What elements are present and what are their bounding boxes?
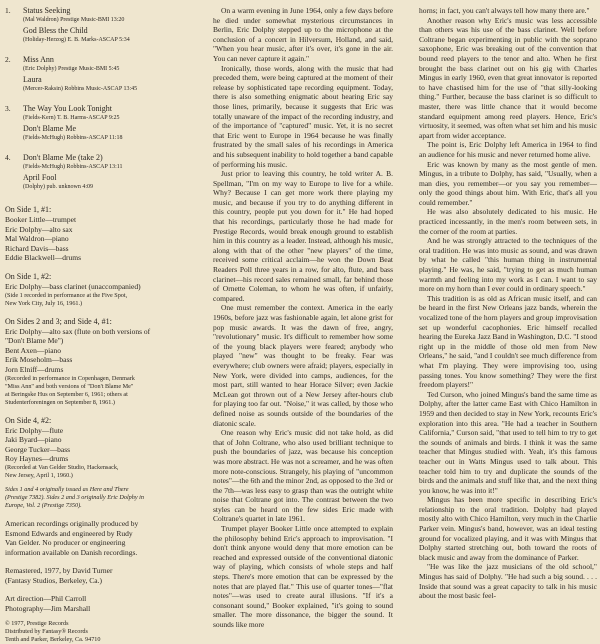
personnel-side-1-2 — [5, 272, 185, 308]
side-1-block — [5, 6, 185, 44]
personnel-heading: On Side 4, #2: — [5, 415, 52, 425]
personnel-line: Jorn Elniff—drums — [5, 364, 64, 374]
track-title: April Fool — [23, 173, 57, 182]
track-list-column — [5, 6, 185, 644]
art-credits: Art direction—Phil Carroll Photography—Jim Marshall — [5, 594, 91, 614]
paragraph: He was also absolutely dedicated to his music. He practiced incessantly, in the men's room between sets, in the corner of the room at parties. — [419, 207, 597, 236]
track-credit: (Holiday-Herzog) E. B. Marks-ASCAP 5:34 — [23, 37, 130, 43]
personnel-heading: On Side 1, #1: — [5, 205, 52, 214]
track-item — [5, 104, 185, 114]
side-number: 1. — [5, 6, 11, 15]
liner-notes-column-2 — [419, 6, 597, 601]
track-title: Status Seeking — [23, 6, 71, 15]
personnel-line: Eric Dolphy—alto sax — [5, 224, 73, 234]
paragraph: Ted Curson, who joined Mingus's band the same time as Dolphy, after the latter came East with Chico Hamilton in 1959 and then decided to stay in New York, recounts Eric's exploration into this area. "He had a teacher in Southern California," Curson said, "that used to tell him to try to get the sounds of animals and birds. I think it was the same teacher that Mingus studied with. Yeah, it's this famous teacher out in Watts Mingus used to talk about. This teacher told him to try and duplicate the sounds of the birds and the animals and stuff like that, and the next thing you know, he was into it!" — [419, 389, 597, 495]
track-item — [5, 75, 185, 85]
personnel-line: Eddie Blackwell—drums — [5, 253, 82, 263]
reissue-note: Sides 1 and 4 originally issued as Here and There (Prestige 7382). Sides 2 and 3 originally Eric Dolphy in Europe, Vol. 2 (Prestige 7350). — [5, 485, 144, 509]
track-item — [5, 55, 185, 65]
side-3-block — [5, 104, 185, 142]
track-title: Miss Ann — [23, 55, 54, 64]
track-title: The Way You Look Tonight — [23, 104, 112, 113]
paragraph: On a warm evening in June 1964, only a few days before he died under somewhat mysterious circumstances in Berlin, Eric Dolphy stepped up to the microphone at the conclusion of a concert in Hilversum, Holland, and said, "When you hear music, after it's over, it's gone in the air. You can never capture it again." — [213, 6, 393, 63]
personnel-line: Booker Little—trumpet — [5, 215, 77, 224]
track-credit: (Mal Waldron) Prestige Music-BMI 13:20 — [23, 17, 125, 23]
paragraph: "He was like the jazz musicians of the old school," Mingus has said of Dolphy. "He had such a big sound. . . . Inside that sound was a great capacity to talk in his music about the most basic feel- — [419, 562, 597, 601]
personnel-heading: On Side 1, #2: — [5, 271, 52, 281]
paragraph: One must remember the context. America in the early 1960s, before jazz was fashionable again, let alone grist for pop music awards. It was the dawn of free, angry, "revolutionary" music. It's difficult to remember how some of the young black players were feared; anybody who played "new" was thought to be freaky. Fear was everywhere; club owners were afraid; players, especially in New York, were divided into camps, audiences, for the most part, still wanted to hear Horace Silver; even Jackie McLean got thrown out of a New Jersey after-hours club for playing too far out. "Noise," it was called, by those who defined noise as sounds outside of the boundaries of the diatonic scale. — [213, 303, 393, 428]
track-title: Laura — [23, 75, 42, 84]
personnel-line: Roy Haynes—drums — [5, 454, 69, 464]
personnel-line: "Don't Blame Me") — [5, 336, 64, 346]
side-number: 2. — [5, 55, 11, 64]
side-2-block — [5, 55, 185, 93]
paragraph: Mingus has been more specific in describing Eric's relationship to the oral tradition. Dolphy had played mostly alto with Chico Hamilton, very much in the Charlie Parker vein. Mingus's band, however, was an ideal testing ground for vocalized playing, and it was with Mingus that Dolphy started stretching out, both toward the roots of black music and away from the dominance of Parker. — [419, 495, 597, 562]
copyright: © 1977, Prestige Records Distributed by Fantasy® Records Tenth and Parker, Berkeley, Ca. 94710 — [5, 619, 101, 643]
recording-note: at Beringske Hus on September 6, 1961; others at — [5, 390, 128, 398]
personnel-line: Richard Davis—bass — [5, 243, 69, 253]
personnel-sides-2-3-4 — [5, 317, 185, 407]
personnel-side-4-2 — [5, 416, 185, 480]
side-number: 4. — [5, 153, 11, 162]
paragraph: Trumpet player Booker Little once attempted to explain the philosophy behind Eric's approach to improvisation. "I don't think anyone would deny that more emotion can be reached and expressed outside of the conventional diatonic way of playing, which consists of whole steps and half steps. There's more emotion that can be expressed by the notes that are played flat." This use of quarter tones—"flat notes"—was used to create aural illusions. "If it's a consonant sound," Booker explained, "it's going to sound smaller. The more dissonance, the bigger the sound. It sounds like more — [213, 524, 393, 629]
personnel-line: Eric Dolphy—flute — [5, 425, 64, 435]
track-credit: (Dolphy) pub. unknown 4:09 — [23, 184, 93, 190]
personnel-line: Eric Dolphy—bass clarinet (unaccompanied) — [5, 281, 141, 291]
personnel-heading: On Sides 2 and 3; and Side 4, #1: — [5, 316, 112, 326]
personnel-line: George Tucker—bass — [5, 444, 71, 454]
track-credit: (Eric Dolphy) Prestige Music-BMI 5:45 — [23, 66, 120, 72]
recording-note: (Side 1 recorded in performance at the Five Spot, — [5, 291, 128, 299]
track-title: Don't Blame Me — [23, 124, 76, 133]
paragraph: Ironically, those words, along with the music that had preceded them, were being captured at the moment of their release by sophisticated tape recording equipment. Today, there is also something enigmatic about hearing Eric say those lines, primarily, because it suggests that Eric was totally unaware of the impact of the recording industry, and of the importance of "captured" music. Yet, it is no secret that Eric went to Europe in 1964 because he was finally frustrated by the small sales of his recordings in America and his subsequent inability to hold together a band capable of performing his music. — [213, 63, 393, 169]
paragraph: Another reason why Eric's music was less accessible than others was his use of the bass clarinet. Well before Coltrane began experimenting in public with the soprano saxophone, Eric was breaking out of the convention that bound reed players to the tenor and alto. When he first brought the bass clarinet out on his gig with Charles Mingus in early 1960, even that great innovator is reported to have chastised him for the use of "that silly-looking thing." Further, because the bass clarinet is so difficult to master, there was little chance that it would become standard equipment among reed players. Hence, Eric's virtuosity, it seemed, was often what set him and his music apart from wider acceptance. — [419, 15, 597, 140]
track-item — [5, 26, 185, 36]
recording-note: New Jersey, April 1, 1960.) — [5, 471, 73, 479]
paragraph: Eric was known by many as the most gentle of men. Mingus, in a tribute to Dolphy, has said, "Usually, when a man dies, you remember—or you say you remember—only the good things about him. With Eric, that's all you could remember." — [419, 159, 597, 207]
paragraph: horns; in fact, you can't always tell how many there are." — [419, 6, 590, 15]
track-item — [5, 173, 185, 183]
track-title: Don't Blame Me (take 2) — [23, 153, 103, 162]
recording-note: (Recorded at Van Gelder Studio, Hackensack, — [5, 463, 119, 471]
track-credit: (Fields-McHugh) Robbins-ASCAP 11:18 — [23, 135, 123, 141]
personnel-side-1-1 — [5, 205, 185, 263]
track-title: God Bless the Child — [23, 26, 88, 35]
side-number: 3. — [5, 104, 11, 113]
track-item — [5, 124, 185, 134]
recording-note: New York City, July 16, 1961.) — [5, 299, 83, 307]
paragraph: And he was strongly attracted to the techniques of the oral tradition. He was into music as sound, and was drawn by what he called "this human thing in instrumental playing." He was, he said, "trying to get as much human warmth and feeling into my work as I can. I want to say more on my horn than I ever could in ordinary speech." — [419, 236, 597, 294]
side-4-block — [5, 153, 185, 191]
liner-notes-column-1 — [213, 6, 393, 630]
recording-note: Studenterforeningen on September 8, 1961.) — [5, 398, 115, 406]
personnel-line: Bent Axen—piano — [5, 345, 62, 355]
personnel-line: Eric Dolphy—alto sax (flute on both versions of — [5, 326, 151, 336]
paragraph: Just prior to leaving this country, he told writer A. B. Spellman, "I'm on my way to Europe to live for a while. Why? Because I can get more work there playing my music, and because if you try to do anything different in this country, people put you down for it." He had hoped that his recordings, particularly those he had made for Prestige Records, would break enough ground to establish him in this country as a leader. Instead, although his music, along with that of the other "new players" of the time, received some critical acclaim—he won the Down Beat Readers Poll three years in a row, for alto, flute, and bass clarinet—his record sales remained small, far behind those of Ornette Coleman, to whom he was often, if unfairly, compared. — [213, 169, 393, 303]
recording-note: (Recorded in performance in Copenhagen, Denmark — [5, 374, 135, 382]
personnel-line: Jaki Byard—piano — [5, 435, 62, 445]
remaster-credit: Remastered, 1977, by David Turner (Fantasy Studios, Berkeley, Ca.) — [5, 566, 113, 585]
track-credit: (Fields-Kern) T. B. Harms-ASCAP 9:25 — [23, 115, 120, 121]
recording-note: "Miss Ann" and both versions of "Don't Blame Me" — [5, 382, 134, 390]
paragraph: The point is, Eric Dolphy left America in 1964 to find an audience for his music and never returned home alive. — [419, 140, 597, 159]
paragraph: This tradition is as old as African music itself, and can be heard in the first New Orleans jazz bands, wherein the vocalized tone of the horn players and group improvisation set up wonderful cacophonies. Eric himself recalled hearing the Eureka Jazz Band in Washington, D.C. "I stood right up in the middle of those old men from New Orleans," he said, "and I couldn't see much difference from what I'm playing. They were improvising too, using passing tones. You know something? They were the first freedom players!" — [419, 293, 597, 390]
track-item — [5, 153, 185, 163]
paragraph: One reason why Eric's music did not take hold, as did that of John Coltrane, who also used brilliant technique to push the boundaries of jazz, was because his conception was more abstract. He was not a screamer, and he was often more note-conscious. Strangely, his playing of "uncommon notes"—the 6th and the minor 2nd, as opposed to the 3rd or the 7th—was less easy to grasp than was the outright white noise that Coltrane got into. The contrast between the two styles can be heard on the few sides Eric made with Coltrane's quartet in late 1961. — [213, 428, 393, 524]
personnel-line: Mal Waldron—piano — [5, 234, 69, 244]
personnel-line: Erik Moseholm—bass — [5, 355, 73, 365]
production-credits: American recordings originally produced by Esmond Edwards and engineered by Rudy Van Gelder. No producer or engineering information available on Danish recordings. — [5, 518, 139, 557]
track-item — [5, 6, 185, 16]
track-credit: (Mercer-Raksin) Robbins Music-ASCAP 13:45 — [23, 86, 138, 92]
track-credit: (Fields-McHugh) Robbins-ASCAP 13:11 — [23, 164, 123, 170]
